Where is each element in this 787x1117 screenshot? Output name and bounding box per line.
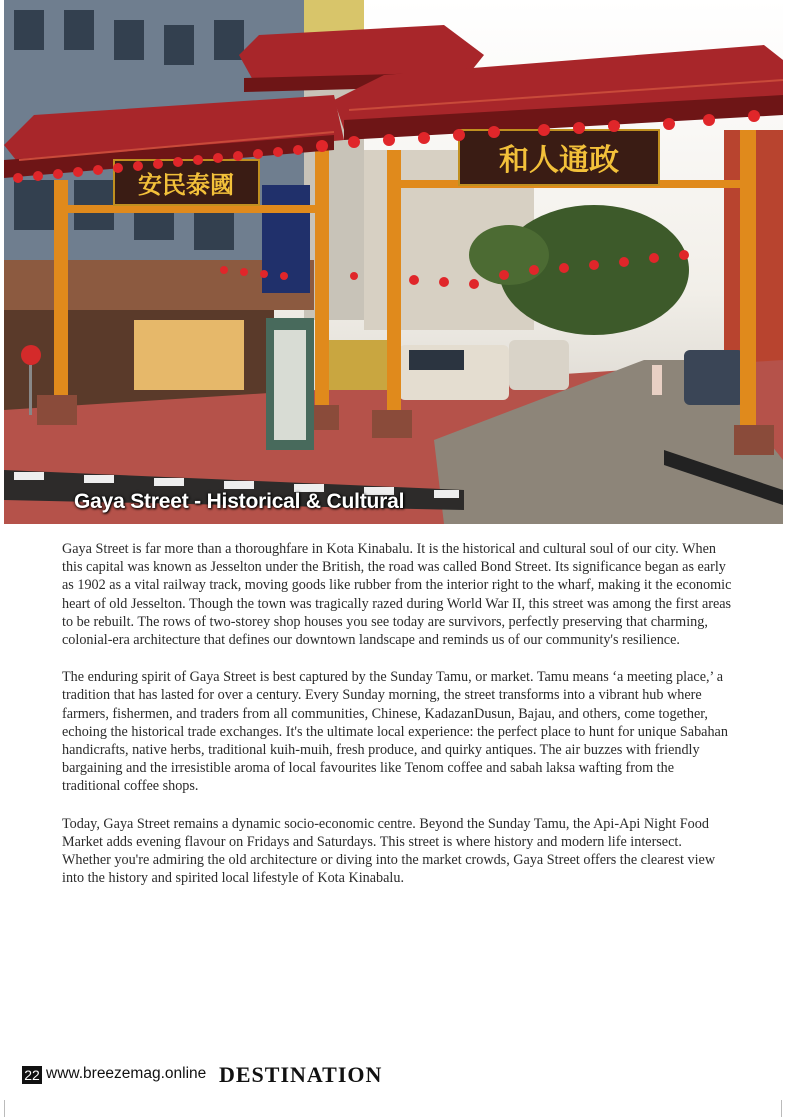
page-footer xyxy=(22,1062,762,1086)
no-entry-sign xyxy=(21,345,41,365)
paragraph-history: Gaya Street is far more than a thoroughfare in Kota Kinabalu. It is the historical and cultural soul of our city. When this capital was known as Jesselton under the British, the road was called Bond Street. Its significance began as early as 1902 as a vital railway track, moving goods like rubber from the interior right to the wharf, making it the economic heart of old Jesselton. Though the town was tragically razed during World War II, this street was among the first areas to be rebuilt. The rows of two-storey shop houses you see today are survivors, perfectly preserving that charming, colonial-era architecture that defines our downtown landscape and reminds us of our community's resilience. xyxy=(62,541,732,649)
hero-photo xyxy=(4,0,783,524)
crop-mark-right xyxy=(781,1100,782,1117)
gate-sign-left-text: 安民泰國 xyxy=(138,171,234,199)
website-link[interactable]: www.breezemag.online xyxy=(46,1065,207,1082)
crop-mark-left xyxy=(4,1100,5,1117)
yellow-truck xyxy=(322,340,392,390)
article-body xyxy=(62,540,732,906)
photo-caption: Gaya Street - Historical & Cultural xyxy=(74,490,405,513)
gate-sign-right-text: 和人通政 xyxy=(499,143,619,178)
white-suv xyxy=(509,340,569,390)
paragraph-sunday-tamu: The enduring spirit of Gaya Street is best captured by the Sunday Tamu, or market. Tamu means ‘a meeting place,’ a tradition that has lasted for over a century. Every Sunday morning, the street transforms into a vibrant hub where farmers, fishermen, and traders from all communities, Chinese, KadazanDusun, Bajau, and others, come together, echoing the historical trade exchanges. It's the ultimate local experience: the perfect place to hunt for unique Sabahan handicrafts, native herbs, traditional kuih-muih, fresh produce, and quirky antiques. The air buzzes with friendly bargaining and the irresistible aroma of local favourites like Tenom coffee and sabah laksa wafting from the traditional coffee shops. xyxy=(62,669,728,795)
dark-suv xyxy=(684,350,744,405)
pedestrian xyxy=(652,365,662,395)
section-title: DESTINATION xyxy=(219,1062,383,1087)
paragraph-today: Today, Gaya Street remains a dynamic socio-economic centre. Beyond the Sunday Tamu, the Api-Api Night Food Market adds evening flavour on Fridays and Saturdays. This street is where history and modern life intersect. Whether you're admiring the old architecture or diving into the market crowds, Gaya Street offers the clearest view into the history and spirited local lifestyle of Kota Kinabalu. xyxy=(62,815,716,887)
gate-beam-left xyxy=(64,205,319,213)
shop-interior-light xyxy=(134,320,244,390)
gaya-street-gate-illustration xyxy=(4,0,783,524)
page-number: 22 xyxy=(22,1066,42,1084)
